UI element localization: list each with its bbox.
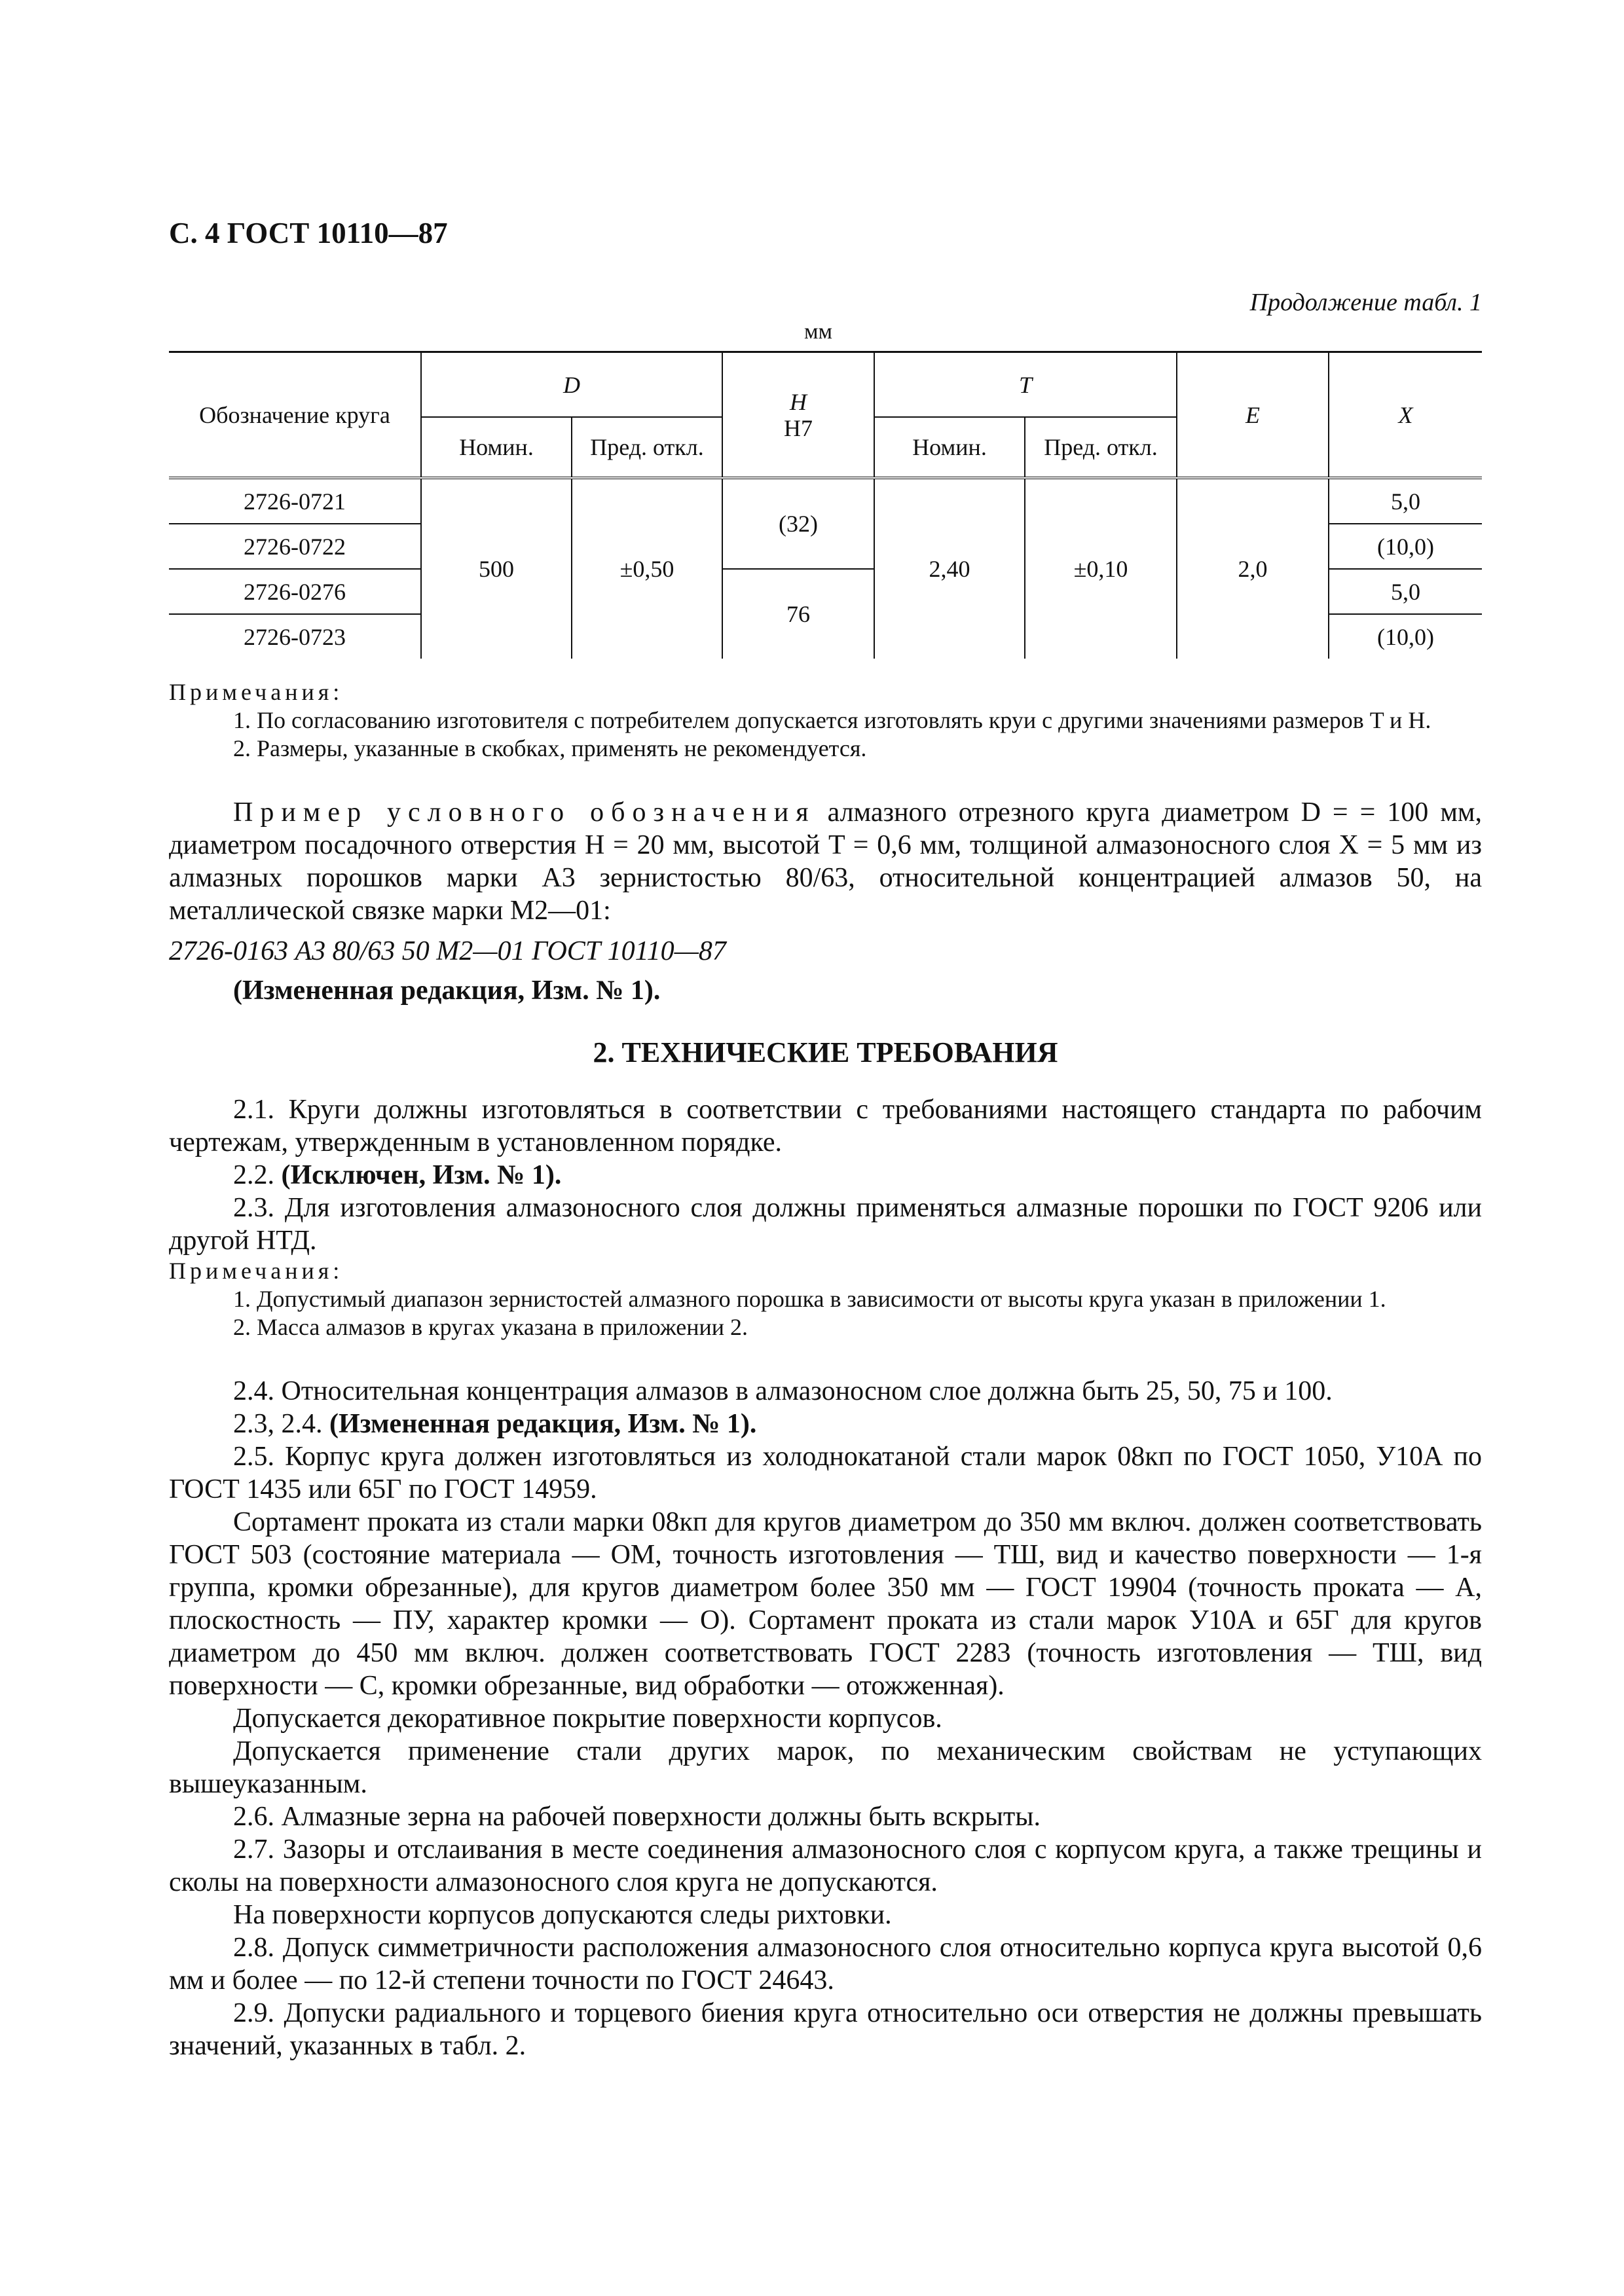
cell-X: 5,0 [1329,478,1482,524]
header-H [722,352,874,479]
para-2-8: 2.8. Допуск симметричности расположения алмазоносного слоя относительно корпуса круга высотой 0,6 мм и более — по 12-й степени точности по ГОСТ 24643. [169,1933,1482,1995]
cell-H-32: (32) [722,478,874,569]
notes-title: Примечания: [169,679,344,705]
para-2-7-straightening: На поверхности корпусов допускаются следы рихтовки. [233,1900,892,1930]
para-2-3-2-4 [169,1408,1482,1440]
row-designation: 2726-0722 [169,524,421,569]
para-2-3: 2.3. Для изготовления алмазоносного слоя должны применяться алмазные порошки по ГОСТ 9206 или другой НТД. [169,1193,1482,1256]
note-2: 2. Размеры, указанные в скобках, применять не рекомендуется. [233,735,867,761]
cell-D-dev: ±0,50 [572,478,722,659]
example-text: алмазного отрезного круга диаметром D = = 100 мм, диаметром посадочного отверстия H = 20 мм, высотой T = 0,6 мм, толщиной алмазоносного слоя X = 5 мм из алмазных порошков марки А3 зернистостью 80/63, относительной концентрацией алмазов 50, на металлической связке марки М2—01: [169,797,1482,926]
cell-T-nom: 2,40 [874,478,1025,659]
para-2-7: 2.7. Зазоры и отслаивания в месте соединения алмазоносного слоя с корпусом круга, а также трещины и сколы на поверхности алмазоносного слоя круга не допускаются. [169,1834,1482,1897]
header-T-dev: Пред. откл. [1025,417,1177,478]
header-E: E [1177,352,1329,479]
header-X: X [1329,352,1482,479]
para-2-6: 2.6. Алмазные зерна на рабочей поверхности должны быть вскрыты. [233,1802,1041,1832]
requirements-part-2 [169,1375,1482,2062]
para-2-2-status: (Исключен, Изм. № 1). [281,1160,562,1190]
para-2-9: 2.9. Допуски радиального и торцевого биения круга относительно оси отверстия не должны превышать значений, указанных в табл. 2. [169,1998,1482,2061]
para-2-2 [169,1159,1482,1192]
example-revision: (Измененная редакция, Изм. № 1). [233,975,661,1006]
header-T-nom: Номин. [874,417,1025,478]
designation-example [169,796,1482,1007]
page-header: С. 4 ГОСТ 10110—87 [169,217,448,249]
cell-E: 2,0 [1177,478,1329,659]
row-designation: 2726-0721 [169,478,421,524]
para-2-3-2-4-status: (Измененная редакция, Изм. № 1). [329,1409,757,1439]
header-D-dev: Пред. откл. [572,417,722,478]
table-unit: мм [804,319,833,344]
example-lead: Пример условного обозначения [233,797,816,828]
header-H-tolerance: H7 [784,414,813,441]
para-2-5-coating: Допускается декоративное покрытие поверхности корпусов. [233,1704,942,1734]
cell-X: (10,0) [1329,524,1482,569]
para-2-5-other-steel: Допускается применение стали других марок, по механическим свойствам не уступающих вышеуказанным. [169,1736,1482,1799]
cell-X: (10,0) [1329,614,1482,659]
cell-T-dev: ±0,10 [1025,478,1177,659]
requirements-part-1 [169,1093,1482,1257]
cell-D-nom: 500 [421,478,572,659]
header-D-nom: Номин. [421,417,572,478]
header-T: T [874,352,1177,418]
row-designation: 2726-0723 [244,623,346,650]
requirements-notes [169,1257,1482,1341]
cell-X: 5,0 [1329,569,1482,614]
header-H-letter: H [790,388,807,415]
section-title: 2. ТЕХНИЧЕСКИЕ ТРЕБОВАНИЯ [593,1036,1058,1068]
note-1: 1. Допустимый диапазон зернистостей алмазного порошка в зависимости от высоты круга указан в приложении 1. [233,1286,1386,1312]
header-designation: Обозначение круга [169,352,421,479]
notes-title: Примечания: [169,1258,344,1284]
para-2-5-assortment: Сортамент проката из стали марки 08кп для кругов диаметром до 350 мм включ. должен соответствовать ГОСТ 503 (состояние материала — ОМ, точность изготовления — ТШ, вид и качество поверхности — 1-я группа, кромки обрезанные), для кругов диаметром более 350 мм — ГОСТ 19904 (точность проката — А, плоскостность — ПУ, характер кромки — О). Сортамент проката из стали марок У10А и 65Г для кругов диаметром до 450 мм включ. должен соответствовать ГОСТ 2283 (точность изготовления — ТШ, вид поверхности — С, кромки обрезанные, вид обработки — отожженная). [169,1507,1482,1701]
header-D: D [421,352,722,418]
table-notes [169,678,1482,763]
cell-H-76: 76 [722,569,874,659]
example-designation: 2726-0163 А3 80/63 50 М2—01 ГОСТ 10110—87 [169,936,726,966]
para-2-5: 2.5. Корпус круга должен изготовляться из холоднокатаной стали марок 08кп по ГОСТ 1050, У10А по ГОСТ 1435 или 65Г по ГОСТ 14959. [169,1442,1482,1504]
note-1: 1. По согласованию изготовителя с потребителем допускается изготовлять круи с другими значениями размеров T и H. [233,707,1431,733]
para-2-3-2-4-number: 2.3, 2.4. [233,1409,329,1439]
para-2-4: 2.4. Относительная концентрация алмазов в алмазоносном слое должна быть 25, 50, 75 и 100. [233,1376,1333,1406]
note-2: 2. Масса алмазов в кругах указана в приложении 2. [233,1314,748,1340]
row-designation: 2726-0276 [169,569,421,614]
para-2-1: 2.1. Круги должны изготовляться в соответствии с требованиями настоящего стандарта по рабочим чертежам, утвержденным в установленном порядке. [169,1095,1482,1157]
dimensions-table [169,351,1482,659]
para-2-2-number: 2.2. [233,1160,282,1190]
table-continuation-label: Продолжение табл. 1 [1249,289,1482,316]
